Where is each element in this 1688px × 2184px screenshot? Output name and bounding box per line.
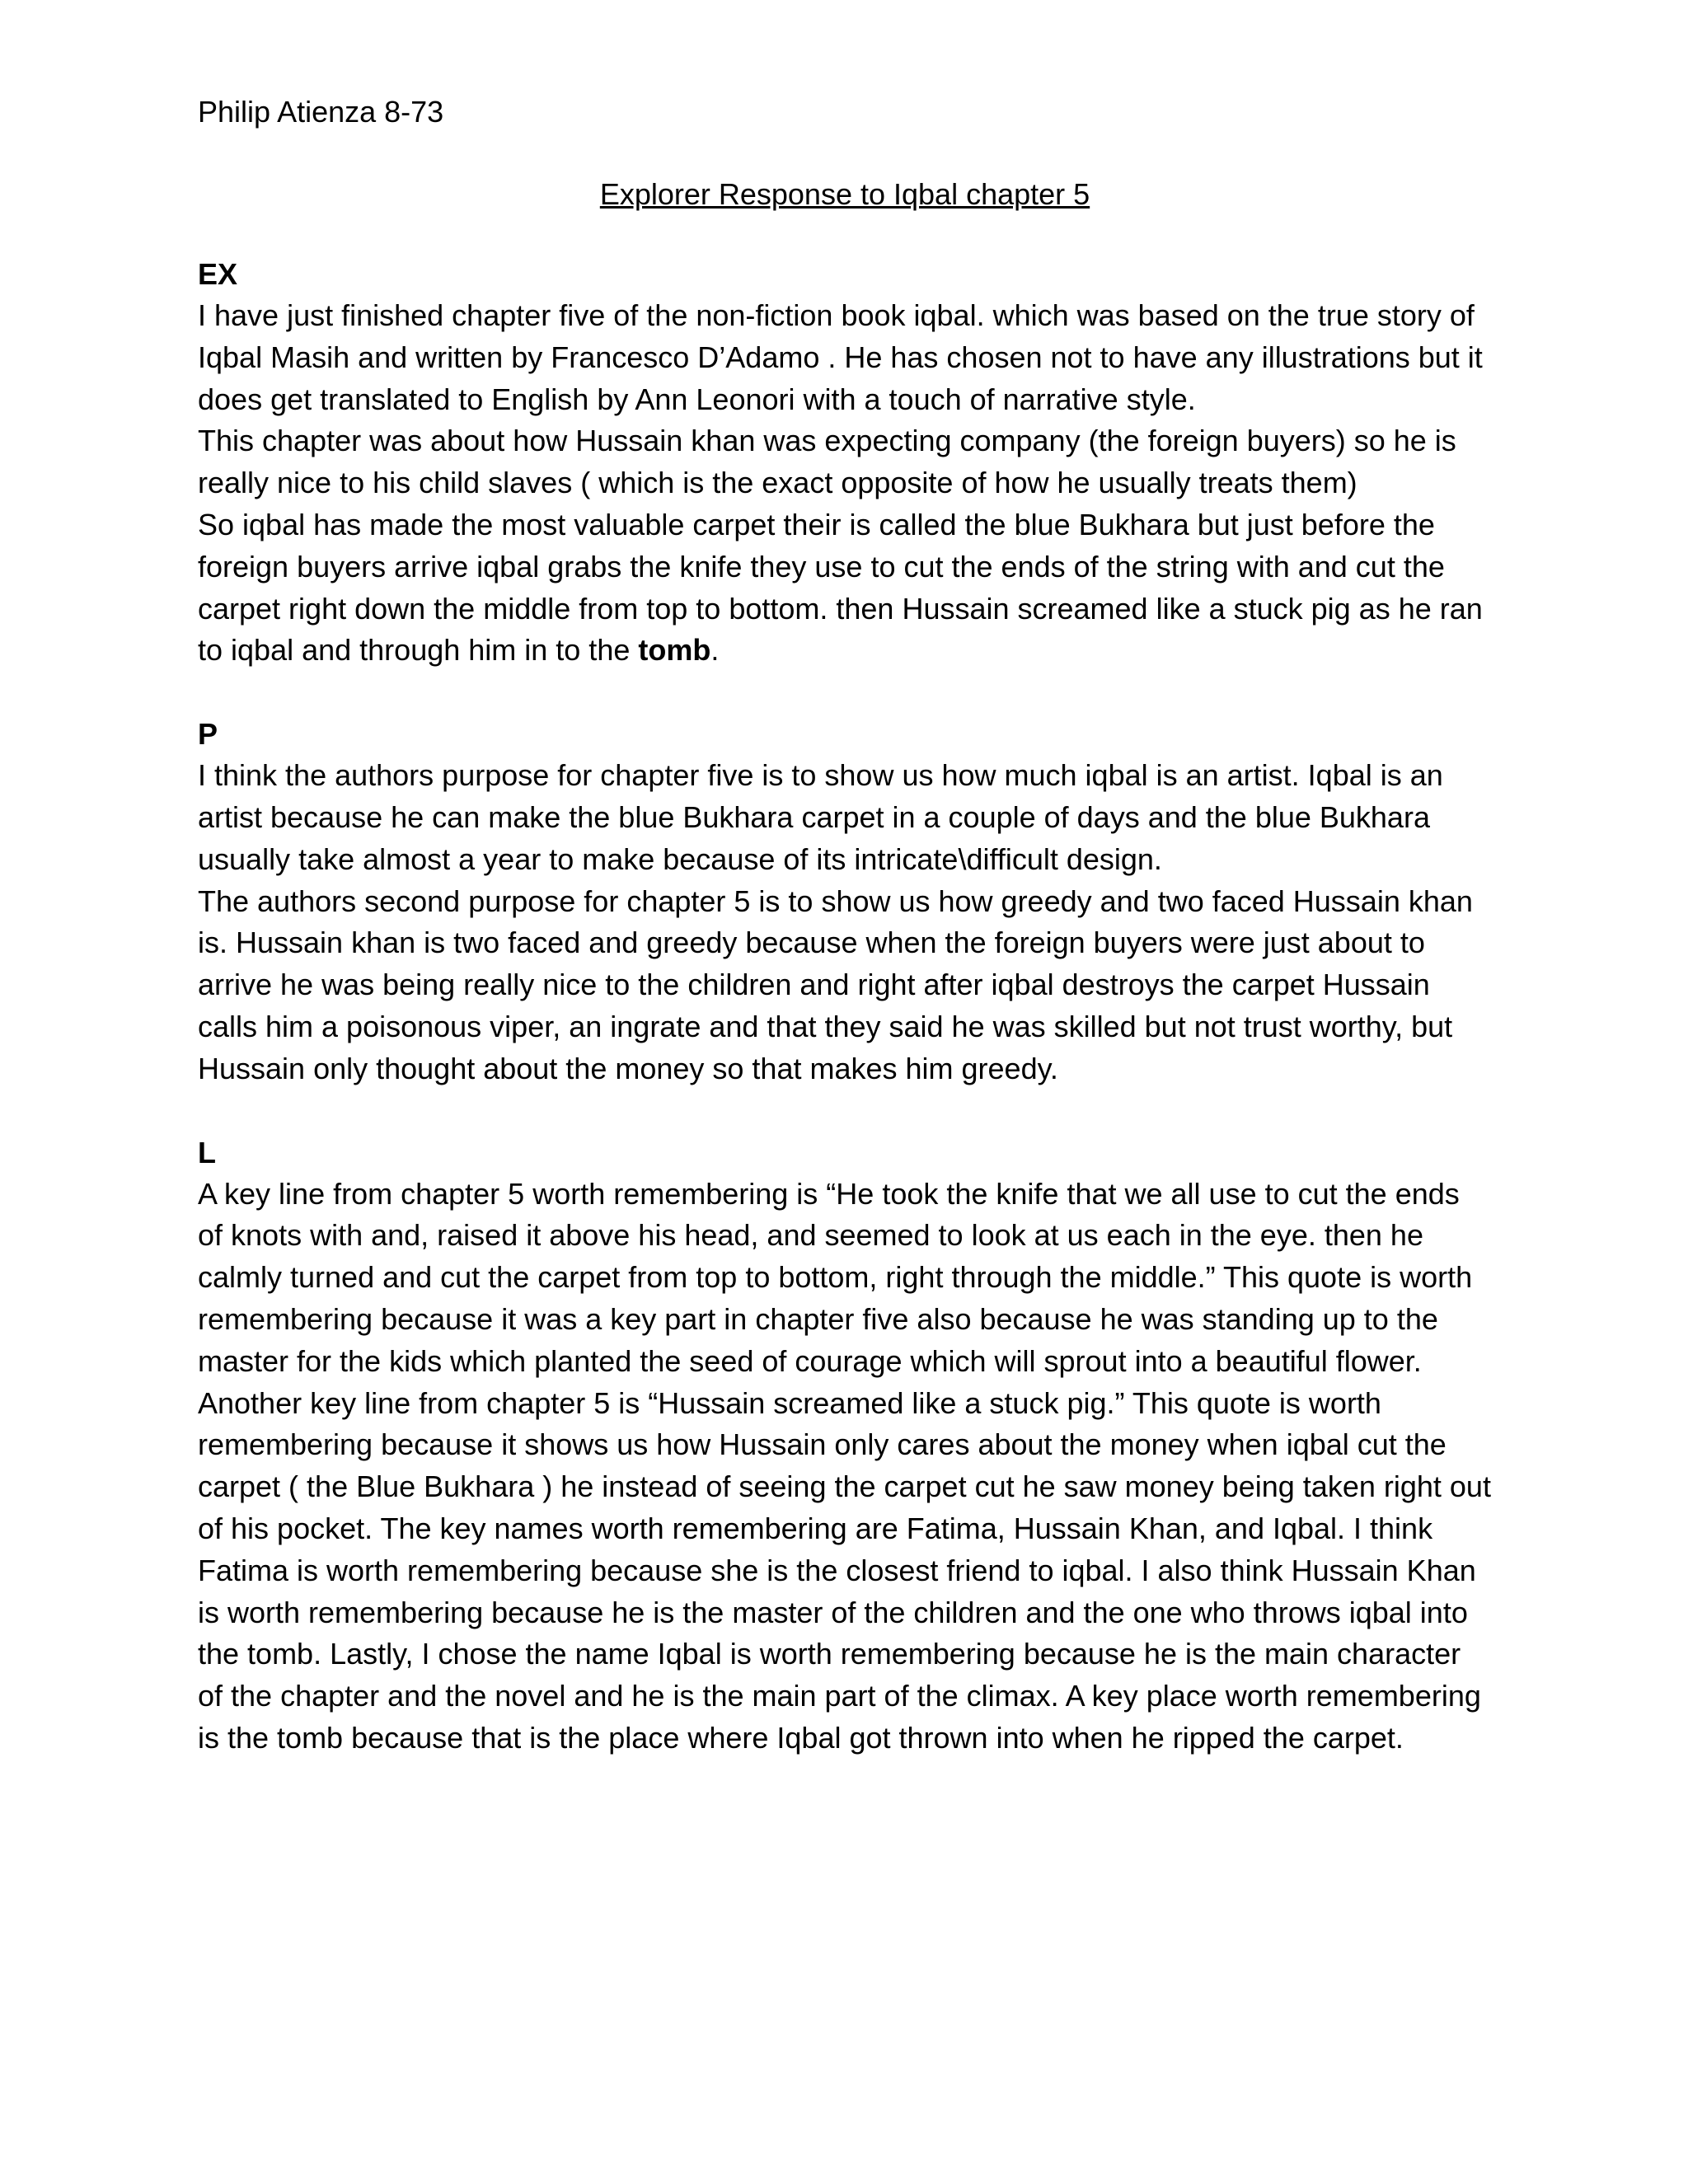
section-ex-paragraph-3-end: .: [710, 633, 720, 668]
section-p: [198, 714, 1492, 1090]
emphasized-word-tomb: tomb: [638, 633, 711, 668]
section-ex-paragraph-3-text: So iqbal has made the most valuable carpet their is called the blue Bukhara but just before the foreign buyers arrive iqbal grabs the knife they use to cut the ends of the string with and cut the carpet right down the middle from top to bottom. then Hussain screamed like a stuck pig as he ran to iqbal and through him in to the: [198, 507, 1483, 668]
section-ex-paragraph-1: I have just finished chapter five of the non-fiction book iqbal. which was based on the true story of Iqbal Masih and written by Francesco D’Adamo . He has chosen not to have any illustrations but it does get translated to English by Ann Leonori with a touch of narrative style.: [198, 298, 1483, 416]
section-l-label: L: [198, 1135, 216, 1169]
section-ex-paragraph-3: [198, 504, 1492, 672]
section-l-paragraph-1: A key line from chapter 5 worth remembering is “He took the knife that we all use to cut the ends of knots with and, raised it above his head, and seemed to look at us each in the eye. then he calmly turned and cut the carpet from top to bottom, right through the middle.” This quote is worth remembering because it was a key part in chapter five also because he was standing up to the master for the kids which planted the seed of courage which will sprout into a beautiful flower. Another key line from chapter 5 is “Hussain screamed like a stuck pig.” This quote is worth remembering because it shows us how Hussain only cares about the money when iqbal cut the carpet ( the Blue Bukhara ) he instead of seeing the carpet cut he saw money being taken right out of his pocket. The key names worth remembering are Fatima, Hussain Khan, and Iqbal. I think Fatima is worth remembering because she is the closest friend to iqbal. I also think Hussain Khan is worth remembering because he is the master of the children and the one who throws iqbal into the tomb. Lastly, I chose the name Iqbal is worth remembering because he is the main character of the chapter and the novel and he is the main part of the climax. A key place worth remembering is the tomb because that is the place where Iqbal got thrown into when he ripped the carpet.: [198, 1176, 1491, 1755]
section-ex-paragraph-2: This chapter was about how Hussain khan was expecting company (the foreign buyers) so he is really nice to his child slaves ( which is the exact opposite of how he usually treats them): [198, 424, 1456, 500]
section-ex-label: EX: [198, 257, 238, 291]
section-ex: [198, 254, 1492, 672]
section-p-label: P: [198, 717, 218, 752]
author-line: Philip Atienza 8-73: [198, 95, 444, 129]
document-title: Explorer Response to Iqbal chapter 5: [599, 177, 1090, 211]
section-l: [198, 1132, 1492, 1760]
document-page: [198, 92, 1492, 1802]
section-p-paragraph-2: The authors second purpose for chapter 5 is to show us how greedy and two faced Hussain khan is. Hussain khan is two faced and greedy because when the foreign buyers were just about to arrive he was being really nice to the children and right after iqbal destroys the carpet Hussain calls him a poisonous viper, an ingrate and that they said he was skilled but not trust worthy, but Hussain only thought about the money so that makes him greedy.: [198, 883, 1473, 1085]
section-p-paragraph-1: I think the authors purpose for chapter five is to show us how much iqbal is an artist. Iqbal is an artist because he can make the blue Bukhara carpet in a couple of days and the blue Bukhara usually take almost a year to make because of its intricate\difficult design.: [198, 758, 1443, 876]
